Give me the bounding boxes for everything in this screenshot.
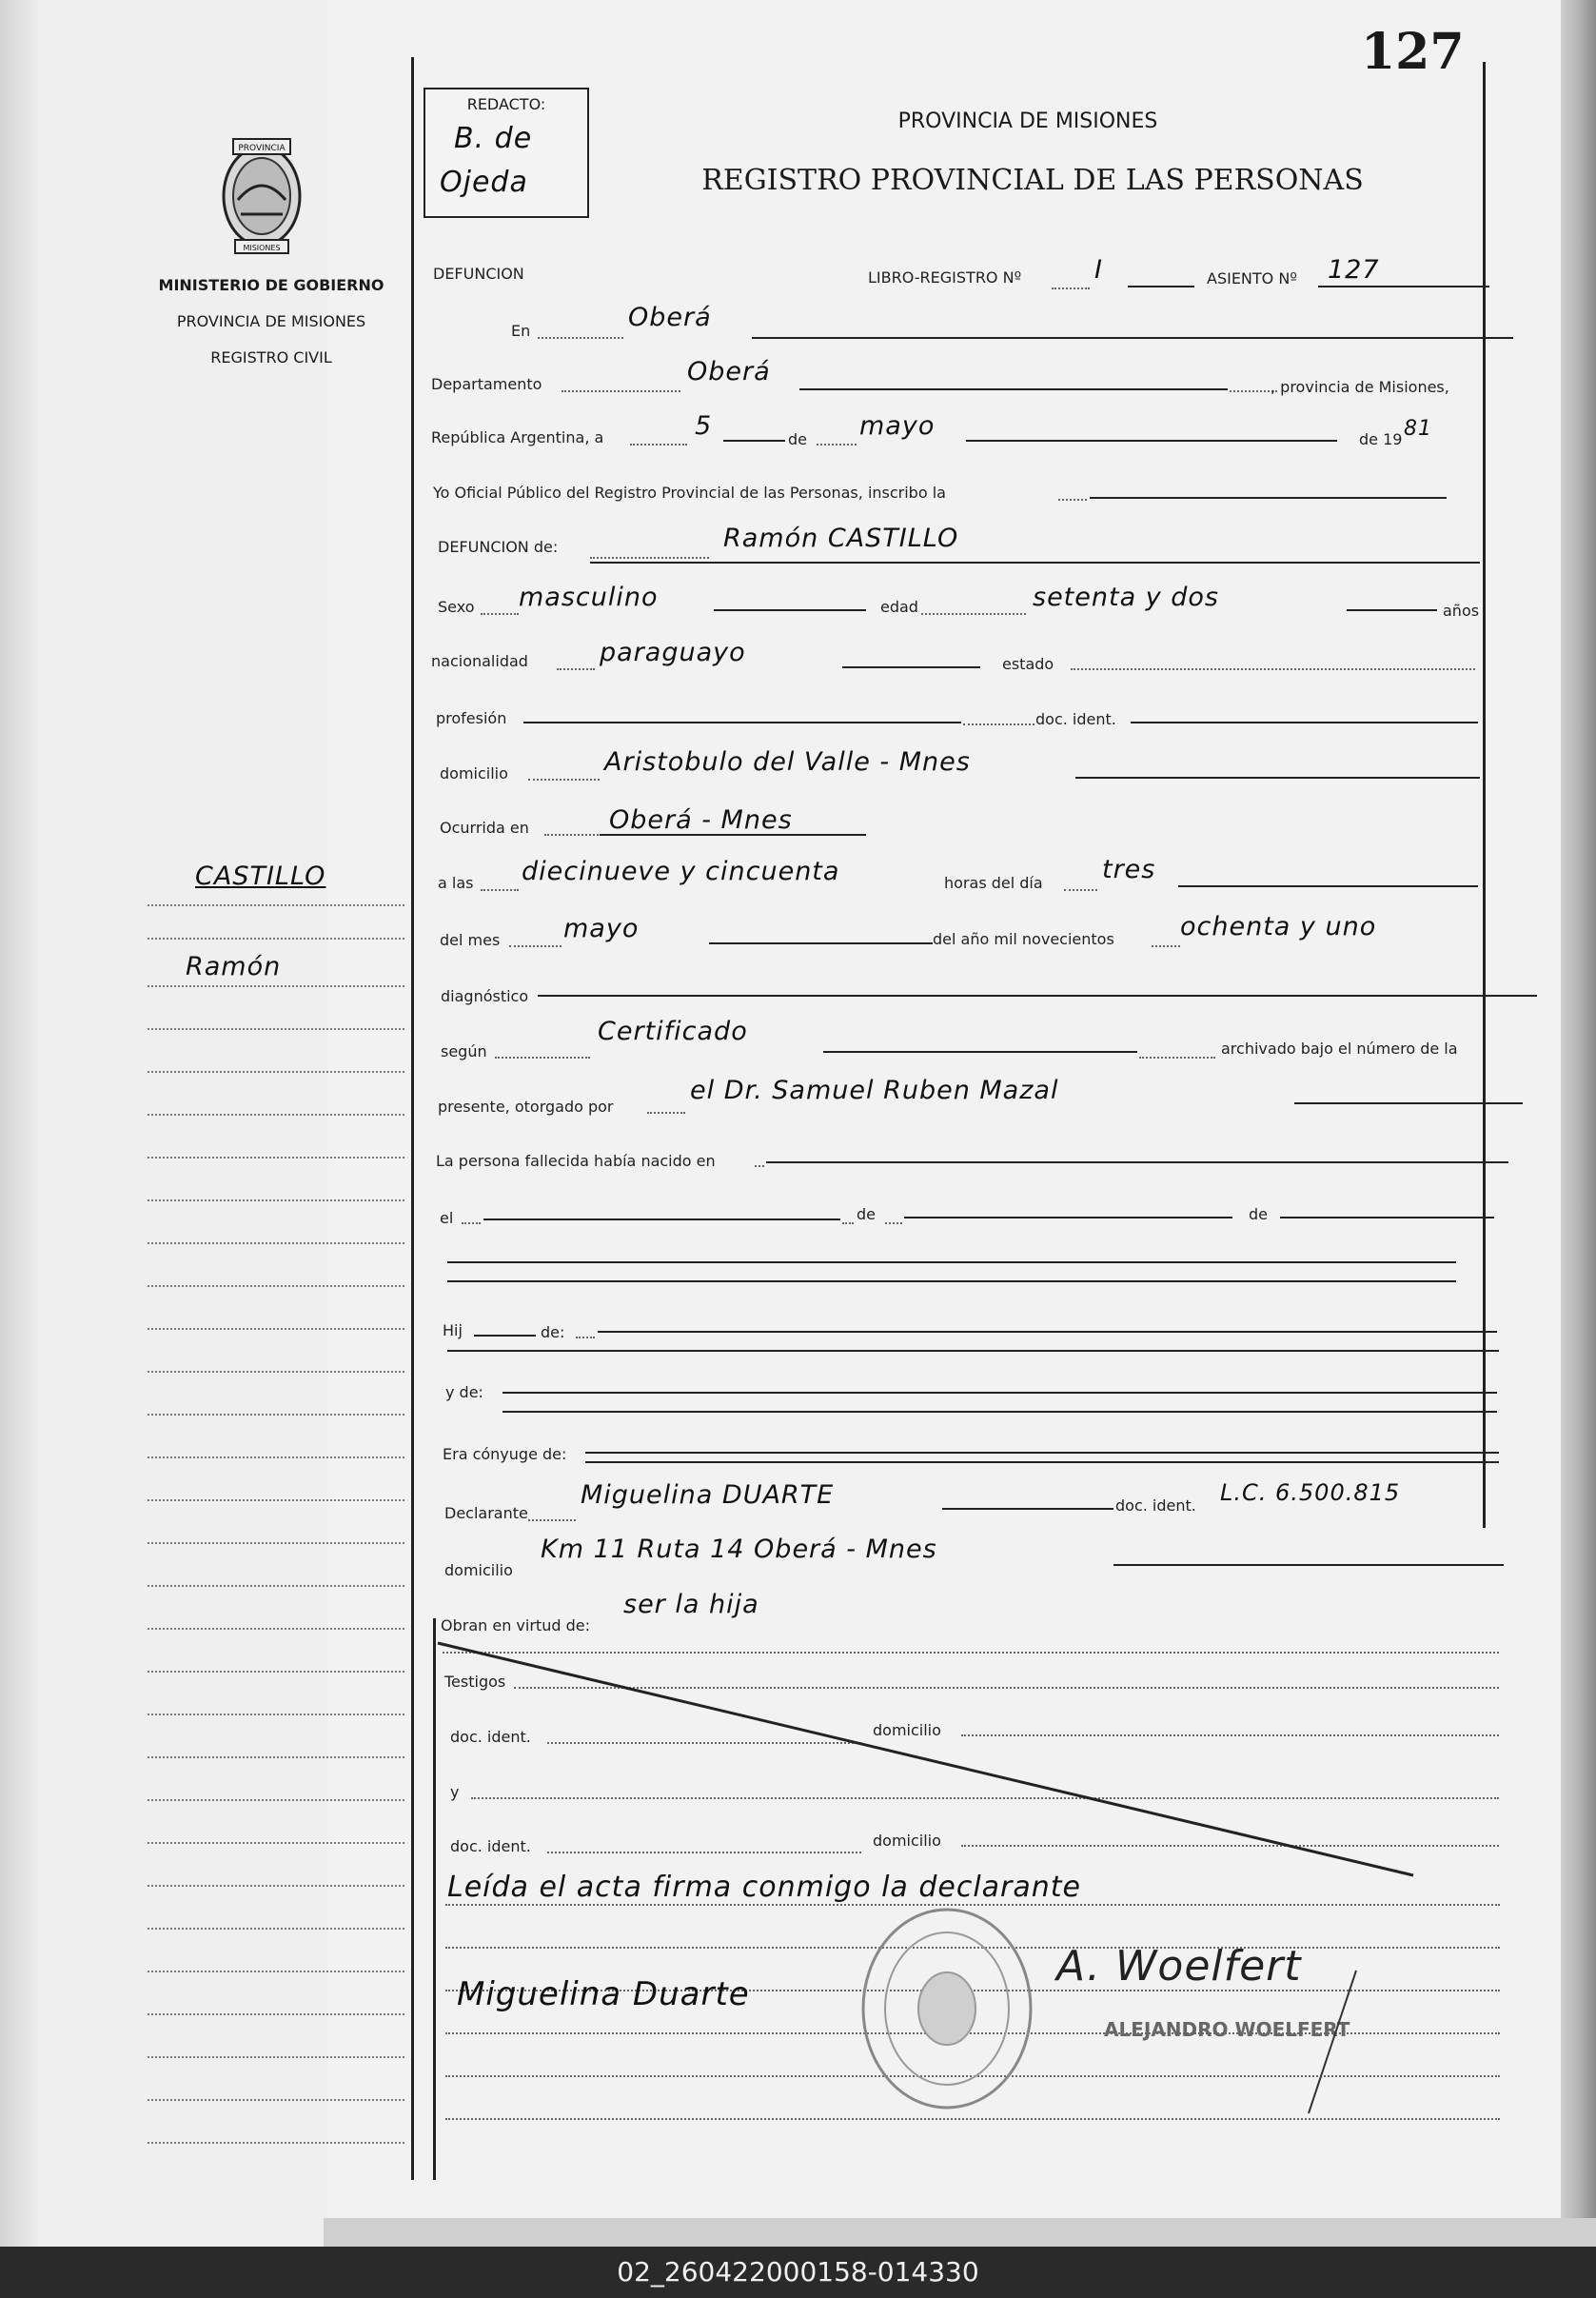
domicilio3-label: domicilio [873,1721,941,1739]
declarante-doc-value: L.C. 6.500.815 [1220,1479,1401,1506]
defuncion-de-value: Ramón CASTILLO [723,524,959,553]
edad-value: setenta y dos [1033,583,1219,612]
a-las-value: diecinueve y cincuenta [522,857,840,886]
en-label: En [511,322,531,340]
asiento-label: ASIENTO Nº [1207,269,1297,287]
document-code: 02_260422000158-014330 [617,2256,979,2288]
margin-name: Ramón [186,952,282,981]
departamento-value: Oberá [687,357,771,386]
anos-label: años [1443,602,1480,620]
segun-value: Certificado [598,1017,748,1046]
asiento-value: 127 [1328,255,1380,285]
de-label: de [788,430,807,448]
de2-label: de [1249,1205,1268,1223]
redacto-box [424,88,589,218]
doc-ident-label: doc. ident. [1035,710,1116,728]
binding-gutter [0,0,38,2247]
el-label: el [440,1209,454,1227]
svg-text:PROVINCIA: PROVINCIA [238,144,286,153]
official-signature: A. Woelfert [1056,1942,1302,1991]
svg-text:MISIONES: MISIONES [243,244,281,252]
declarante-value: Miguelina DUARTE [581,1480,835,1510]
right-rule [1483,62,1486,1528]
del-ano-value: ochenta y uno [1180,912,1377,941]
defuncion-label: DEFUNCION [433,265,524,283]
domicilio-label: domicilio [440,764,508,783]
horas-value: tres [1102,855,1156,884]
left-rule [411,57,414,2180]
horas-label: horas del día [944,874,1043,892]
official-name-stamp: ALEJANDRO WOELFERT [1104,2018,1350,2041]
domicilio4-label: domicilio [873,1832,941,1850]
estado-label: estado [1002,655,1054,673]
archivado-label: archivado bajo el número de la [1221,1040,1458,1058]
de1-label: de [857,1205,876,1223]
declarante-label: Declarante [444,1504,528,1522]
ocurrida-value: Oberá - Mnes [609,805,793,835]
y-de-label: y de: [445,1383,483,1401]
del-mes-label: del mes [440,931,501,949]
redacto-line2: Ojeda [440,166,528,199]
hij-label: Hij [443,1321,463,1339]
presente-value: el Dr. Samuel Ruben Mazal [690,1076,1059,1105]
footer-bar [0,2247,1596,2298]
anio-value: 81 [1404,417,1432,441]
profesion-label: profesión [436,709,507,727]
edad-label: edad [880,598,918,616]
page-edge [1561,0,1596,2247]
domicilio-value: Aristobulo del Valle - Mnes [604,747,971,777]
testigos-label: Testigos [444,1673,506,1691]
del-ano-label: del año mil novecientos [933,930,1114,948]
sexo-value: masculino [519,583,659,612]
en-value: Oberá [628,303,712,332]
coat-of-arms-icon [214,133,309,257]
conyuge-label: Era cónyuge de: [443,1445,567,1463]
declarante-signature: Miguelina Duarte [457,1975,750,2013]
yo-oficial-text: Yo Oficial Público del Registro Provincial de las Personas, inscribo la [433,484,946,502]
margin-surname: CASTILLO [195,862,326,891]
libro-label: LIBRO-REGISTRO Nº [868,268,1022,287]
nacionalidad-label: nacionalidad [431,652,528,670]
departamento-label: Departamento [431,375,542,393]
signature-flourish-icon [1290,1966,1366,2118]
y-label: y [450,1783,460,1801]
doc-ident1-label: doc. ident. [450,1728,531,1746]
a-las-label: a las [438,874,474,892]
mes-value: mayo [859,411,936,441]
registry-title: REGISTRO PROVINCIAL DE LAS PERSONAS [701,164,1364,197]
domicilio2-label: domicilio [444,1561,513,1579]
diagnostico-label: diagnóstico [441,987,529,1005]
libro-value: I [1094,255,1103,285]
obran-label: Obran en virtud de: [441,1616,590,1634]
obran-value: ser la hija [623,1590,759,1619]
declarante-doc-label: doc. ident. [1115,1496,1196,1515]
official-seal-icon [857,1904,1037,2113]
page-bottom-edge [324,2218,1596,2247]
nacido-label: La persona fallecida había nacido en [436,1152,716,1170]
nacionalidad-value: paraguayo [600,638,746,667]
presente-label: presente, otorgado por [438,1098,614,1116]
civil-registry-subtitle: REGISTRO CIVIL [210,348,332,366]
provincia-suffix: , provincia de Misiones, [1271,378,1449,396]
hij-de-label: de: [541,1323,565,1341]
page-number: 127 [1361,23,1465,81]
domicilio2-value: Km 11 Ruta 14 Oberá - Mnes [541,1535,937,1564]
anio-label: de 19 [1359,430,1403,448]
del-mes-value: mayo [563,914,640,943]
cancel-diagonal-line [433,1637,1432,1885]
leida-text: Leída el acta firma conmigo la declarante [447,1871,1082,1904]
province-title: PROVINCIA DE MISIONES [897,109,1158,133]
dia-value: 5 [695,411,713,441]
republica-label: República Argentina, a [431,428,604,446]
segun-label: según [441,1042,487,1060]
ocurrida-label: Ocurrida en [440,819,529,837]
redacto-label: REDACTO: [466,95,546,113]
province-subtitle: PROVINCIA DE MISIONES [176,312,366,330]
defuncion-de-label: DEFUNCION de: [438,538,559,556]
redacto-line1: B. de [454,122,533,155]
ministry-title: MINISTERIO DE GOBIERNO [158,276,384,294]
sexo-label: Sexo [438,598,475,616]
doc-ident2-label: doc. ident. [450,1837,531,1855]
